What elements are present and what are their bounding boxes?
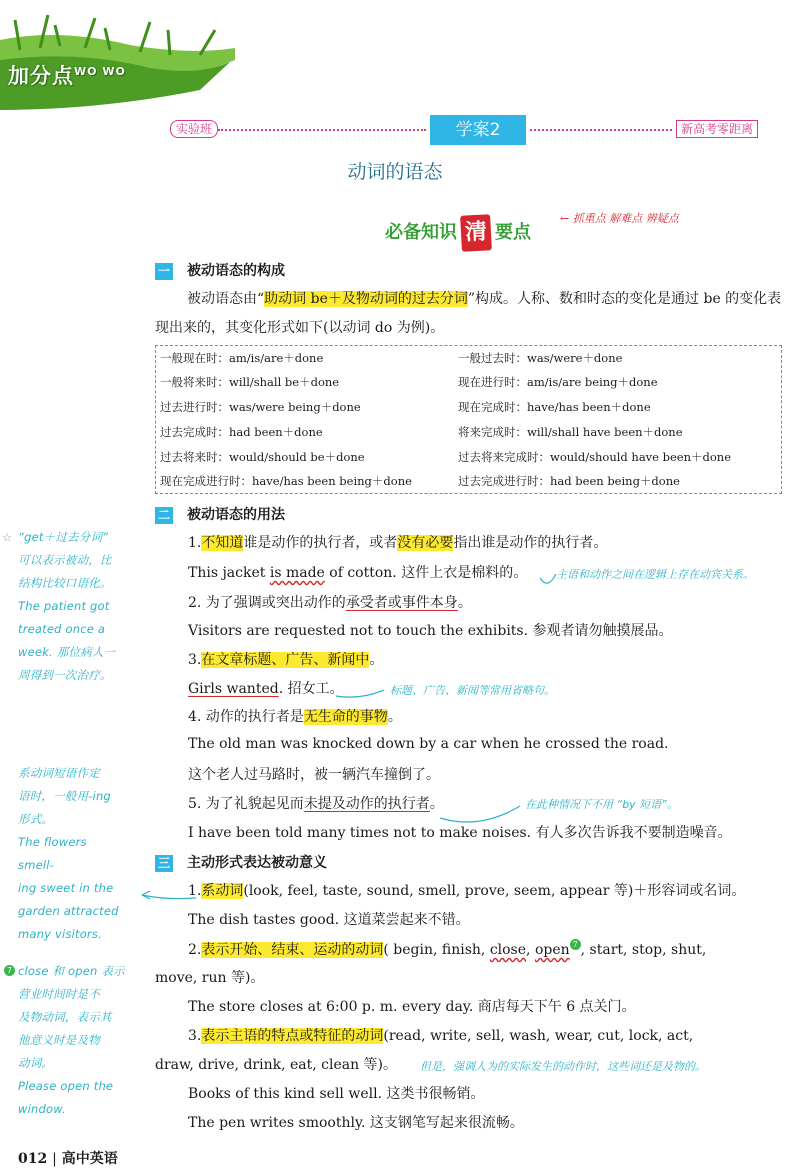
table-row: 过去进行时：was/were being＋done 现在完成时：have/has been＋done bbox=[160, 400, 651, 414]
page-title: 动词的语态 bbox=[347, 161, 443, 183]
example-8: Books of this kind sell well. 这类书很畅销。 bbox=[188, 1086, 485, 1102]
annotation-5: 在此种情况下不用 “by 短语”。 bbox=[525, 798, 678, 811]
example-7: The store closes at 6:00 p. m. every day. 商店每天下午 6 点关门。 bbox=[188, 999, 636, 1015]
example-1: This jacket is made of cotton. 这件上衣是棉料的。 bbox=[188, 565, 528, 581]
table-row: 现在完成进行时：have/has been being＋done 过去完成进行时：had been being＋done bbox=[160, 474, 680, 488]
active-passive-3: 3.表示主语的特点或特征的动词(read, write, sell, wash, wear, cut, lock, act, bbox=[188, 1028, 694, 1044]
section-heading-3: 三 主动形式表达被动意义 bbox=[155, 852, 327, 872]
table-row: 过去完成时：had been＋done 将来完成时：will/shall have been＋done bbox=[160, 425, 683, 439]
knowledge-heading: 必备知识 清 要点 bbox=[385, 215, 531, 251]
header-center-title: 学案2 bbox=[430, 115, 526, 145]
usage-4: 4. 动作的执行者是无生命的事物。 bbox=[188, 709, 402, 725]
active-passive-2-cont: move, run 等)。 bbox=[155, 970, 265, 986]
table-row: 一般将来时：will/shall be＋done 现在进行时：am/is/are being＋done bbox=[160, 375, 658, 389]
example-6: The dish tastes good. 这道菜尝起来不错。 bbox=[188, 912, 470, 928]
side-note-close-open: 7 close 和 open 表示 营业时间时是不 及物动词，表示其 他意义时是及物 动词。 Please open the window. bbox=[18, 960, 126, 1121]
page-number: 012 bbox=[18, 1151, 48, 1167]
note-marker-icon: 7 bbox=[570, 939, 581, 950]
section-heading-1: 一 被动语态的构成 bbox=[155, 260, 285, 280]
tense-table bbox=[155, 345, 782, 494]
header-left-tag: 实验班 bbox=[170, 120, 218, 138]
example-3: Girls wanted. 招女工。 bbox=[188, 681, 344, 697]
annotation-6: 但是，强调人为的实际发生的动作时，这些词还是及物的。 bbox=[420, 1060, 706, 1073]
banner-title: 加分点$^{WO WO}$ bbox=[8, 64, 126, 88]
knowledge-note: ← 抓重点 解难点 辨疑点 bbox=[560, 212, 679, 225]
active-passive-3-cont: draw, drive, drink, eat, clean 等)。 bbox=[155, 1057, 398, 1073]
example-5: I have been told many times not to make noises. 有人多次告诉我不要制造噪音。 bbox=[188, 825, 732, 841]
section1-intro: 被动语态由“助动词 be＋及物动词的过去分词”构成。人称、数和时态的变化是通过 be 的变化表现出来的，其变化形式如下(以动词 do 为例)。 bbox=[155, 291, 782, 336]
example-4-en: The old man was knocked down by a car when he crossed the road. bbox=[188, 736, 669, 752]
header-divider-left bbox=[218, 129, 426, 131]
active-passive-2: 2.表示开始、结束、运动的动词( begin, finish, close, open 7 , start, stop, shut, bbox=[188, 940, 707, 958]
header-right-tag: 新高考零距离 bbox=[676, 120, 758, 138]
usage-5: 5. 为了礼貌起见而未提及动作的执行者。 bbox=[188, 796, 444, 812]
usage-2: 2. 为了强调或突出动作的承受者或事件本身。 bbox=[188, 595, 472, 611]
star-icon: ☆ bbox=[2, 530, 13, 544]
example-9: The pen writes smoothly. 这支钢笔写起来很流畅。 bbox=[188, 1115, 524, 1131]
subject-label: 高中英语 bbox=[61, 1151, 118, 1167]
usage-1: 1.不知道谁是动作的执行者，或者没有必要指出谁是动作的执行者。 bbox=[188, 535, 608, 551]
annotation-1: 主语和动作之间在逻辑上存在动宾关系。 bbox=[556, 568, 754, 581]
page-footer: 012 | 高中英语 bbox=[18, 1151, 118, 1167]
table-row: 过去将来时：would/should be＋done 过去将来完成时：would/should have been＋done bbox=[160, 450, 732, 464]
annotation-3: 标题、广告、新闻等常用省略句。 bbox=[390, 684, 555, 697]
side-note-get: ☆ “get＋过去分词” 可以表示被动，比 结构比较口语化。 The patient got treated once a week. 那位病人一 周得到一次治疗。 bbox=[18, 526, 126, 687]
grass-banner bbox=[0, 0, 235, 110]
side-note-linking-verb: 系动词短语作定 语时，一般用-ing 形式。 The flowers smell- ing sweet in the garden attracted many visitors. bbox=[18, 766, 119, 941]
active-passive-1: 1.系动词(look, feel, taste, sound, smell, prove, seem, appear 等)＋形容词或名词。 bbox=[188, 883, 746, 899]
note-marker-icon: 7 bbox=[4, 965, 15, 976]
table-row: 一般现在时：am/is/are＋done 一般过去时：was/were＋done bbox=[160, 351, 623, 365]
section-heading-2: 二 被动语态的用法 bbox=[155, 504, 285, 524]
header-divider-right bbox=[530, 129, 672, 131]
stamp-icon: 清 bbox=[460, 214, 492, 252]
example-4-cn: 这个老人过马路时，被一辆汽车撞倒了。 bbox=[188, 767, 440, 783]
usage-3: 3.在文章标题、广告、新闻中。 bbox=[188, 652, 384, 668]
example-2: Visitors are requested not to touch the exhibits. 参观者请勿触摸展品。 bbox=[188, 623, 673, 639]
